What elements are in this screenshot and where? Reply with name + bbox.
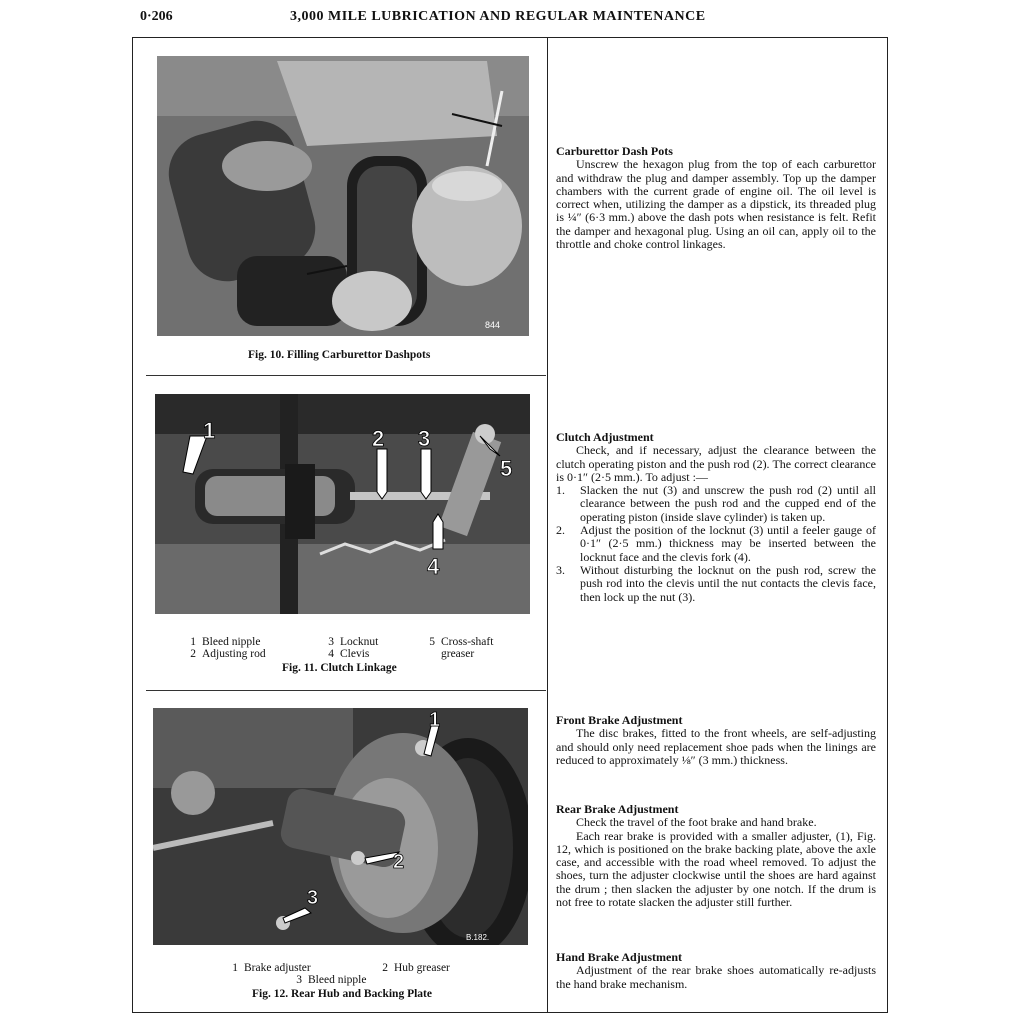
figure-divider-2 <box>146 690 546 691</box>
page-title: 3,000 MILE LUBRICATION AND REGULAR MAINTENANCE <box>290 9 706 24</box>
section-body: Adjustment of the rear brake shoes automatically re-adjusts the hand brake mechanism. <box>556 963 876 991</box>
figure-divider-1 <box>146 375 546 376</box>
column-divider <box>547 37 548 1013</box>
legend-item: 2 Adjusting rod <box>190 648 266 660</box>
fig12-callout-1: 1 <box>429 709 441 731</box>
fig10-caption: Fig. 10. Filling Carburettor Dashpots <box>248 349 431 361</box>
fig11-caption: Fig. 11. Clutch Linkage <box>282 662 397 674</box>
legend-item: 5 Cross-shaft <box>429 636 494 648</box>
fig12-photo <box>153 708 528 945</box>
section-rear-brake <box>556 803 876 909</box>
section-body: The disc brakes, fitted to the front wheels, are self-adjusting and should only need replacement shoe pads when the linings are reduced to approximately ⅛″ (3 mm.) thickness. <box>556 726 876 767</box>
fig12-legend-item-2: 2 Hub greaser <box>382 962 450 974</box>
list-item: 3. Without disturbing the locknut on the push rod, screw the push rod into the clevis until the nut contacts the clevis face, then lock up the nut (3). <box>556 562 876 604</box>
section-body: Unscrew the hexagon plug from the top of each carburettor and withdraw the plug and damper assembly. Top up the damper chambers with the current grade of engine oil. The oil level is correct when, utilizing the damper as a dipstick, its threaded plug is ¼″ (6·3 mm.) above the dash pots when resistance is felt. Refit the damper and hexagonal plug. Using an oil can, apply oil to the throttle and choke control linkages. <box>556 157 876 252</box>
fig11-photo <box>155 394 530 614</box>
list-item: 1. Slacken the nut (3) and unscrew the push rod (2) until all clearance between the push rod and the cupped end of the operating piston (inside slave cylinder) is taken up. <box>556 483 876 524</box>
legend-item: 3 Locknut <box>328 636 379 648</box>
fig11-callout-2: 2 <box>372 426 385 451</box>
fig11-callout-5: 5 <box>500 456 513 481</box>
section-heading: Clutch Adjustment <box>556 430 654 444</box>
fig12-legend-item-1: 1 Brake adjuster <box>232 962 311 974</box>
section-hand-brake <box>556 951 876 991</box>
legend-item: 1 Bleed nipple <box>190 636 261 648</box>
fig12-photo-mark: B.182. <box>466 933 490 942</box>
fig12-caption: Fig. 12. Rear Hub and Backing Plate <box>252 988 432 1000</box>
fig11-callout-1: 1 <box>203 418 216 443</box>
section-heading: Carburettor Dash Pots <box>556 144 673 158</box>
section-body: Check the travel of the foot brake and hand brake. <box>576 815 817 830</box>
fig12-callout-3: 3 <box>307 887 319 909</box>
section-body: Check, and if necessary, adjust the clearance between the clutch operating piston and the push rod (2). The correct clearance is 0·1″ (2·5 mm.). To adjust :— <box>556 443 876 484</box>
section-clutch <box>556 431 876 604</box>
section-heading: Rear Brake Adjustment <box>556 802 679 816</box>
fig11-callout-3: 3 <box>418 426 431 451</box>
fig10-photo <box>157 56 529 336</box>
section-heading: Front Brake Adjustment <box>556 713 683 727</box>
legend-item: 4 Clevis <box>328 648 370 660</box>
section-heading: Hand Brake Adjustment <box>556 950 683 964</box>
section-front-brake <box>556 714 876 767</box>
fig12-legend-item-3: 3 Bleed nipple <box>296 974 367 986</box>
page-number: 0·206 <box>140 9 173 24</box>
fig11-legend-col3 <box>417 636 493 660</box>
step-list <box>556 484 876 604</box>
section-carburettor <box>556 145 876 251</box>
fig11-callout-4: 4 <box>427 554 440 579</box>
section-body: Each rear brake is provided with a smaller adjuster, (1), Fig. 12, which is positioned on the brake backing plate, above the axle case, and accessible with the road wheel removed. To adjust the shoes, turn the adjuster clockwise until the shoes are hard against the drum ; then slacken the adjuster by one notch. If the drum is not free to rotate slacken the adjuster still further. <box>556 828 876 910</box>
legend-item: greaser <box>441 648 475 660</box>
fig12-callout-2: 2 <box>393 851 405 873</box>
fig11-legend-col2 <box>316 636 378 660</box>
list-item: 2. Adjust the position of the locknut (3) until a feeler gauge of 0·1″ (2·5 mm.) thickness may be inserted between the locknut face and the clevis fork (4). <box>556 523 876 564</box>
fig10-photo-mark: 844 <box>485 320 501 330</box>
fig11-legend-col1 <box>178 636 266 660</box>
